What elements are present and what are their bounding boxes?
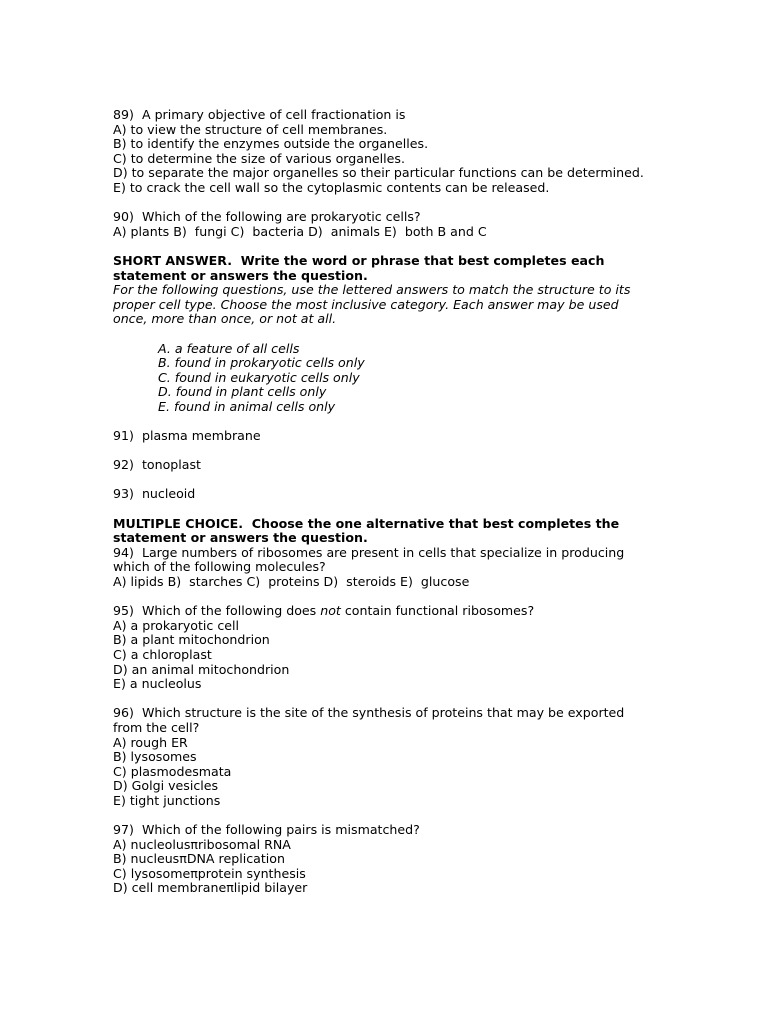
answer-option: E) tight junctions <box>113 792 221 808</box>
question-stem: 96) Which structure is the site of the synthesis of proteins that may be exported <box>113 705 625 721</box>
question-97 <box>113 823 753 896</box>
lettered-choice: D. found in plant cells only <box>158 384 327 400</box>
question-stem <box>113 604 753 619</box>
section-heading: statement or answers the question. <box>113 267 368 283</box>
question-stem: which of the following molecules? <box>113 559 326 575</box>
question-90 <box>113 210 753 239</box>
stem-text: contain functional ribosomes? <box>340 603 535 619</box>
question-96 <box>113 706 753 808</box>
answer-options-line: A) plants B) fungi C) bacteria D) animals E) both B and C <box>113 223 487 239</box>
question-91: 91) plasma membrane <box>113 428 261 444</box>
answer-option: C) lysosomeπprotein synthesis <box>113 865 306 881</box>
lettered-choice: E. found in animal cells only <box>158 398 336 414</box>
answer-option: D) Golgi vesicles <box>113 778 219 794</box>
question-92: 92) tonoplast <box>113 457 201 473</box>
lettered-choice: A. a feature of all cells <box>158 340 300 356</box>
document-page <box>113 108 753 896</box>
instructions-text: once, more than once, or not at all. <box>113 311 337 327</box>
section-heading: MULTIPLE CHOICE. Choose the one alternative that best completes the <box>113 515 620 531</box>
question-94 <box>113 546 753 590</box>
stem-text: 95) Which of the following does <box>113 603 321 619</box>
question-stem: 90) Which of the following are prokaryotic cells? <box>113 209 421 225</box>
answer-option: C) a chloroplast <box>113 646 212 662</box>
question-89 <box>113 108 753 196</box>
answer-option: A) rough ER <box>113 734 188 750</box>
answer-option: B) to identify the enzymes outside the organelles. <box>113 136 429 152</box>
answer-option: B) a plant mitochondrion <box>113 632 270 648</box>
short-answer-section <box>113 254 753 502</box>
answer-option: C) plasmodesmata <box>113 763 232 779</box>
instructions-text: proper cell type. Choose the most inclusive category. Each answer may be used <box>113 296 619 312</box>
question-stem: 89) A primary objective of cell fractionation is <box>113 107 406 122</box>
section-heading: statement or answers the question. <box>113 530 368 546</box>
answer-option: A) a prokaryotic cell <box>113 617 240 633</box>
question-93: 93) nucleoid <box>113 486 196 502</box>
answer-option: A) nucleolusπribosomal RNA <box>113 836 291 852</box>
instructions-text: For the following questions, use the lettered answers to match the structure to its <box>113 282 631 298</box>
answer-option: A) to view the structure of cell membranes. <box>113 121 388 137</box>
answer-option: E) to crack the cell wall so the cytoplasmic contents can be released. <box>113 179 550 195</box>
answer-options-line: A) lipids B) starches C) proteins D) steroids E) glucose <box>113 574 470 589</box>
multiple-choice-section <box>113 517 753 546</box>
question-stem: 94) Large numbers of ribosomes are present in cells that specialize in producing <box>113 544 625 560</box>
question-stem: 97) Which of the following pairs is mismatched? <box>113 822 420 838</box>
answer-option: D) to separate the major organelles so their particular functions can be determined. <box>113 165 644 181</box>
question-stem: from the cell? <box>113 719 200 735</box>
section-heading: SHORT ANSWER. Write the word or phrase that best completes each <box>113 252 605 268</box>
question-95 <box>113 604 753 692</box>
stem-emphasis: not <box>320 603 341 619</box>
answer-option: D) cell membraneπlipid bilayer <box>113 880 308 896</box>
answer-option: E) a nucleolus <box>113 676 202 692</box>
lettered-choice: B. found in prokaryotic cells only <box>158 355 365 371</box>
lettered-choices <box>113 342 753 415</box>
lettered-choice: C. found in eukaryotic cells only <box>158 369 360 385</box>
answer-option: B) nucleusπDNA replication <box>113 851 285 867</box>
answer-option: C) to determine the size of various organelles. <box>113 150 405 166</box>
answer-option: B) lysosomes <box>113 749 197 765</box>
answer-option: D) an animal mitochondrion <box>113 661 290 677</box>
